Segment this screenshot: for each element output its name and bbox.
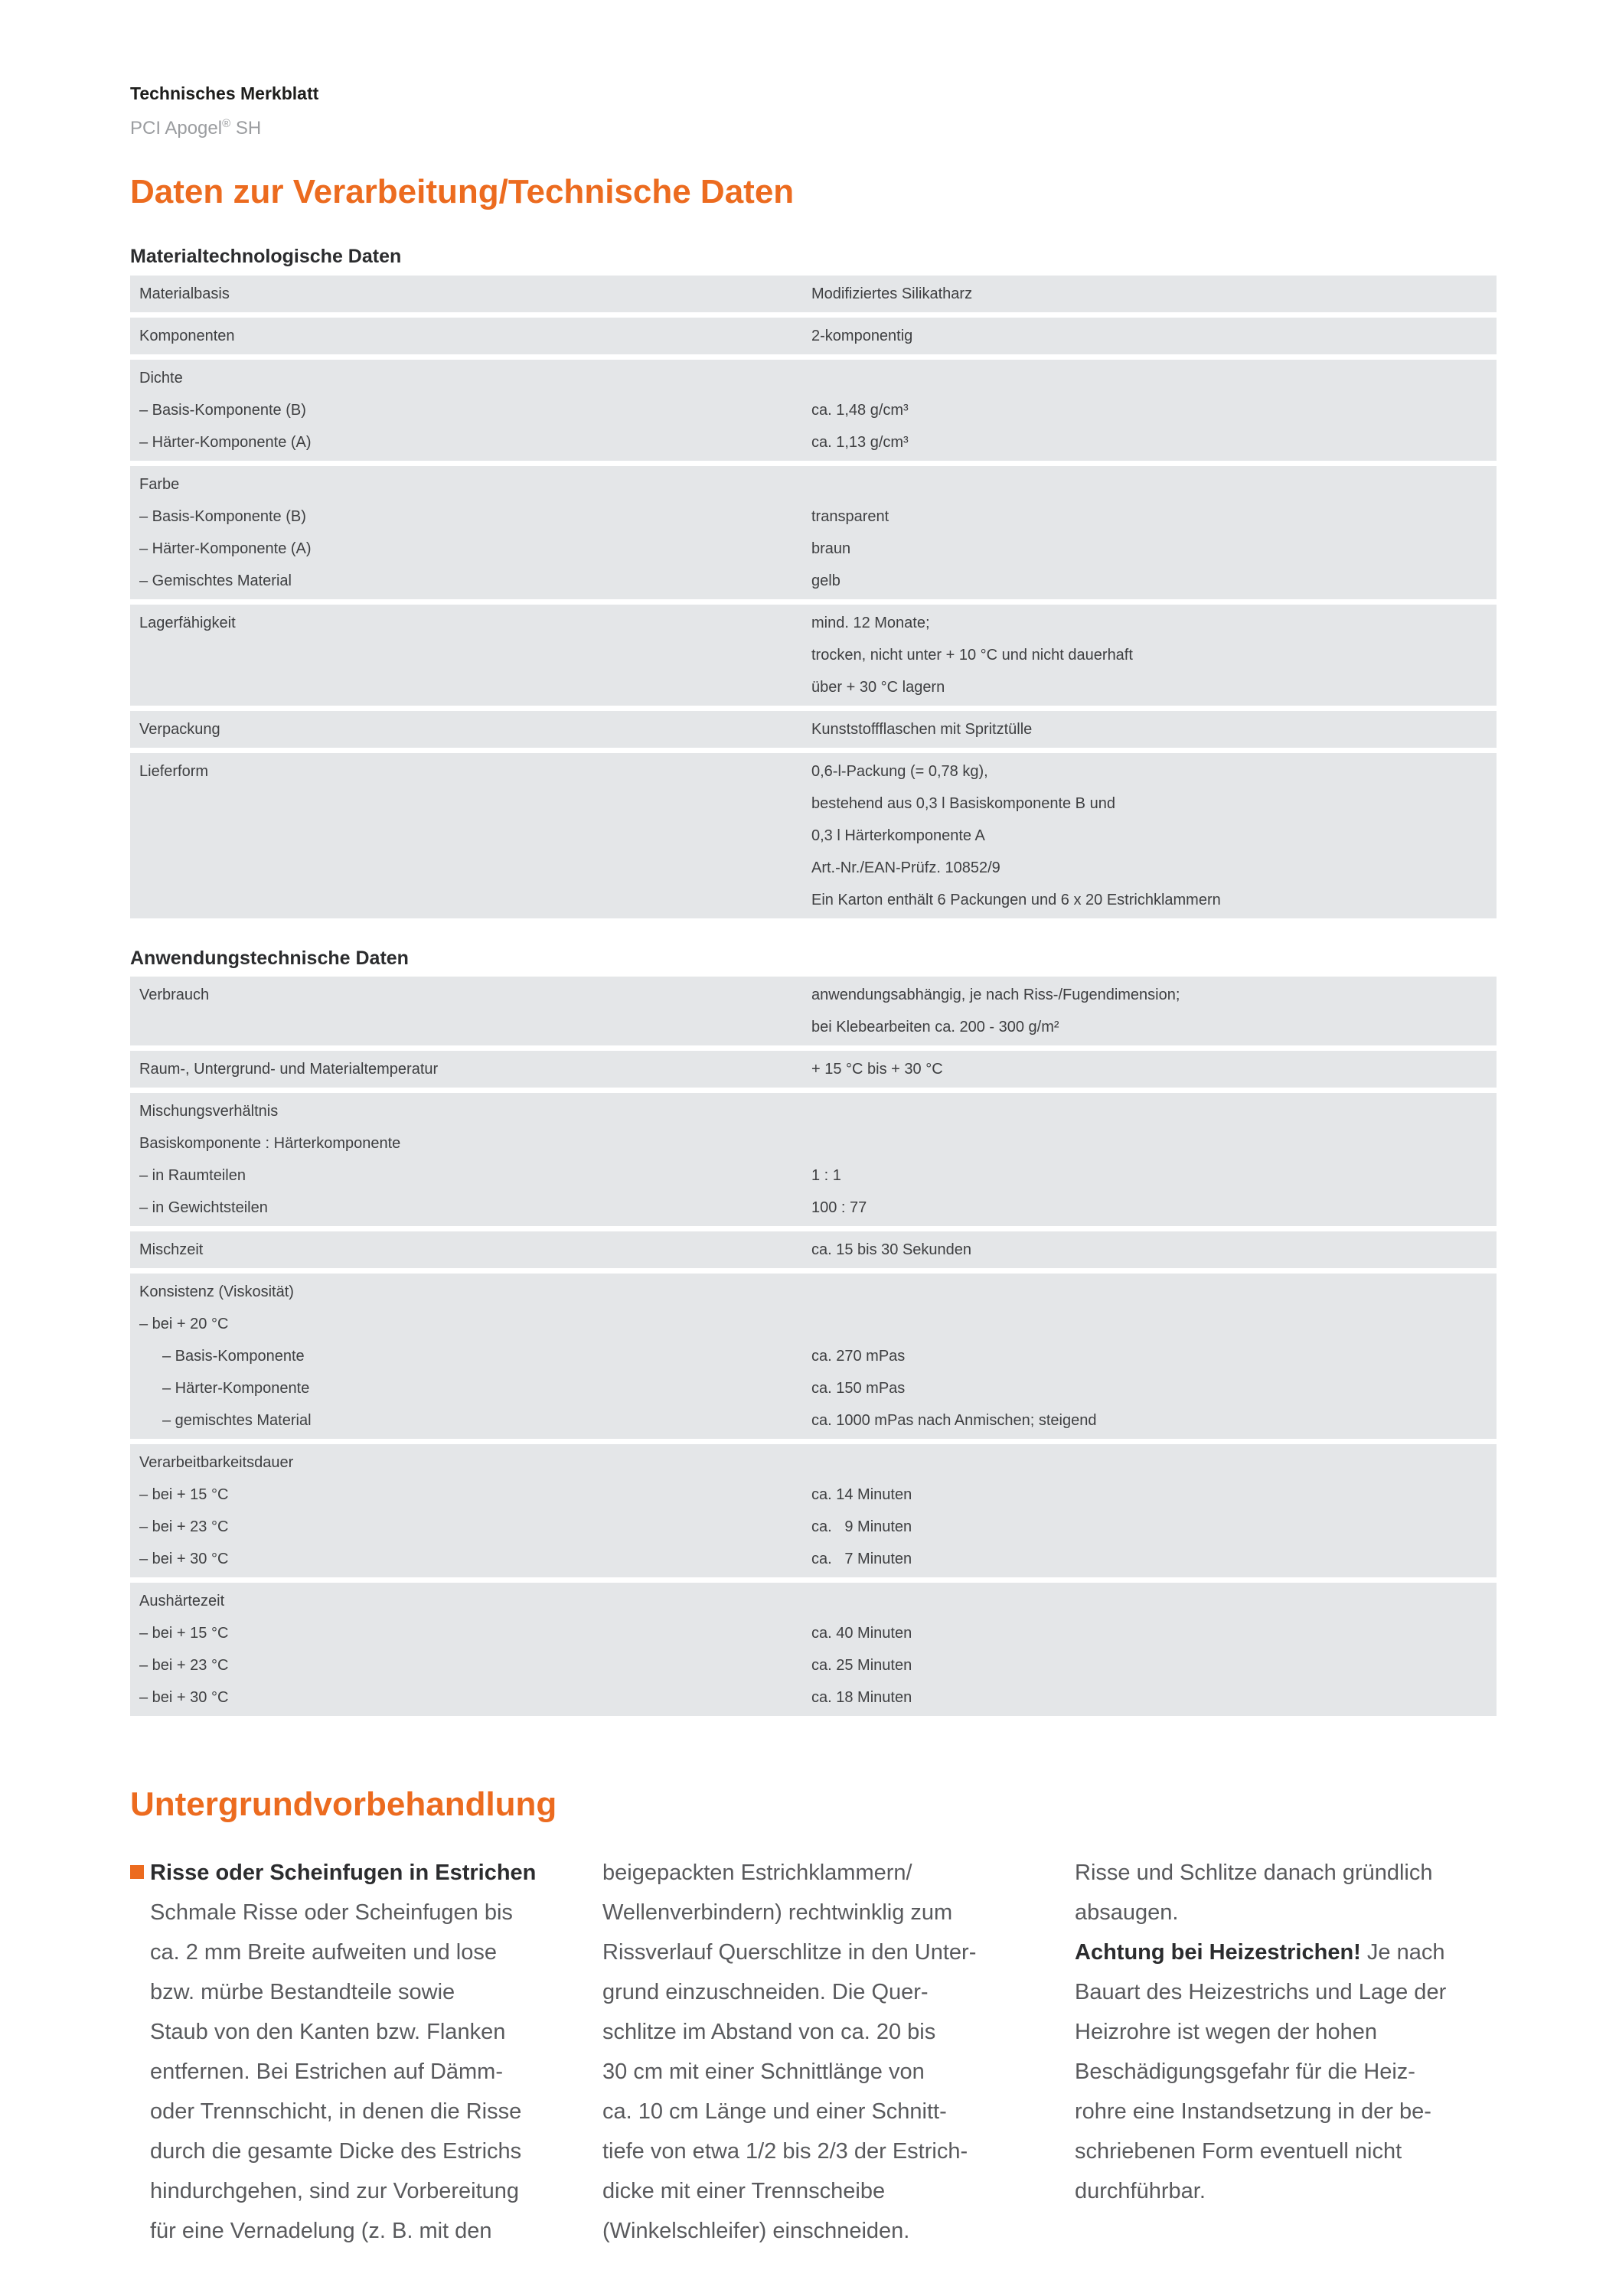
table-row [130,360,1497,461]
table-row [130,1051,1497,1088]
text-line [150,2171,552,2211]
row-label: Verpackung [139,720,220,738]
row-label: Materialbasis [139,285,230,302]
table-line [130,1011,1497,1043]
table-row [130,1093,1497,1226]
text-line [1075,1853,1497,1893]
table-row [130,977,1497,1045]
table-line [130,1159,1497,1192]
text-segment: rohre eine Instandsetzung in der be- [1075,2099,1431,2124]
row-label [130,852,811,884]
row-label: Basiskomponente : Härterkomponente [139,1135,401,1153]
row-value: 2-komponentig [811,327,913,344]
row-value: ca. 14 Minuten [811,1486,912,1504]
row-label: – bei + 30 °C [139,1551,229,1568]
text-segment: schlitze im Abstand von ca. 20 bis [602,2019,936,2044]
row-label: – Gemischtes Material [139,572,292,589]
row-value: 0,3 l Härterkomponente A [811,827,985,844]
row-value [811,1446,1497,1479]
row-label: Verarbeitbarkeitsdauer [139,1454,294,1472]
row-label: – in Gewichtsteilen [139,1199,268,1217]
text-segment: grund einzuschneiden. Die Quer- [602,1979,929,2004]
row-label: – Härter-Komponente (A) [139,540,312,557]
table-row [130,276,1497,312]
row-value: trocken, nicht unter + 10 °C und nicht dauerhaft [811,646,1133,664]
row-value: anwendungsabhängig, je nach Riss-/Fugendimension; [811,987,1180,1004]
text-segment: bzw. mürbe Bestandteile sowie [150,1979,455,2004]
text-segment: ca. 10 cm Länge und einer Schnitt- [602,2099,947,2124]
text-segment: Risse und Schlitze danach gründlich [1075,1860,1433,1885]
text-line [1075,2092,1497,2131]
table-line [130,1681,1497,1714]
bold-text-segment: Achtung bei Heizestrichen! [1075,1939,1361,1965]
row-value [811,362,1497,394]
text-line [1075,2012,1497,2052]
row-label [130,884,811,916]
row-label [130,671,811,703]
table-line [130,1308,1497,1340]
row-value [811,468,1497,501]
row-value: ca. 1000 mPas nach Anmischen; steigend [811,1412,1097,1430]
row-label: Farbe [139,475,180,493]
row-value [811,1095,1497,1127]
row-label: Verbrauch [139,987,210,1004]
text-segment: dicke mit einer Trennscheibe [602,2178,886,2203]
text-segment: beigepackten Estrichklammern/ [602,1860,912,1885]
table-line [130,320,1497,352]
text-line [1075,1893,1497,1932]
table-line [130,394,1497,426]
text-segment: Heizrohre ist wegen der hohen [1075,2019,1377,2044]
row-label: – bei + 23 °C [139,1657,229,1675]
row-value: ca. 40 Minuten [811,1625,912,1642]
row-label: Mischzeit [139,1241,204,1259]
text-segment: tiefe von etwa 1/2 bis 2/3 der Estrich- [602,2138,968,2164]
table-line [130,884,1497,916]
text-line [150,1972,552,2012]
table-line [130,1404,1497,1437]
row-label: – bei + 15 °C [139,1625,229,1642]
table-line [130,278,1497,310]
product-name-text: PCI Apogel [130,117,223,139]
pretreatment-columns [130,1853,1497,2251]
table-line [130,1543,1497,1575]
table-line [130,1372,1497,1404]
text-line [150,2052,552,2092]
table-line [130,1511,1497,1543]
text-segment: Staub von den Kanten bzw. Flanken [150,2019,506,2044]
table-line [130,713,1497,745]
table-row [130,466,1497,599]
text-segment: durchführbar. [1075,2178,1206,2203]
row-value: ca. 150 mPas [811,1380,906,1397]
row-value [811,1308,1497,1340]
row-value: Kunststoffflaschen mit Spritztülle [811,720,1033,738]
row-value: Ein Karton enthält 6 Packungen und 6 x 20 Estrichklammern [811,891,1221,908]
table-row [130,711,1497,748]
text-segment: oder Trennschicht, in denen die Risse [150,2099,522,2124]
row-label: – gemischtes Material [162,1412,312,1430]
row-value: bei Klebearbeiten ca. 200 - 300 g/m² [811,1019,1059,1036]
table-line [130,468,1497,501]
table-line [130,1585,1497,1617]
text-line [602,1972,1024,2012]
table-line [130,820,1497,852]
row-label: – in Raumteilen [139,1167,246,1185]
text-segment: Beschädigungsgefahr für die Heiz- [1075,2059,1415,2084]
material-data-table [130,276,1497,918]
row-value: ca. 15 bis 30 Sekunden [811,1241,972,1259]
table-row [130,753,1497,918]
text-segment: Bauart des Heizestrichs und Lage der [1075,1979,1447,2004]
row-value [811,1127,1497,1159]
row-value: ca. 18 Minuten [811,1689,912,1707]
table-line [130,788,1497,820]
text-line [602,2052,1024,2092]
table-line [130,1234,1497,1266]
row-label: – Basis-Komponente (B) [139,507,306,525]
table-line [130,1095,1497,1127]
table-line [130,1127,1497,1159]
row-value: + 15 °C bis + 30 °C [811,1061,943,1078]
table-line [130,852,1497,884]
table-heading-material: Materialtechnologische Daten [130,246,402,268]
text-line [150,1932,552,1972]
row-label: – Basis-Komponente (B) [139,401,306,419]
row-label: – bei + 20 °C [139,1316,229,1333]
bold-text-segment: Risse oder Scheinfugen in Estrichen [150,1860,537,1885]
table-line [130,426,1497,458]
table-line [130,639,1497,671]
row-label: – bei + 23 °C [139,1518,229,1536]
product-name [130,116,1497,140]
row-value [811,1585,1497,1617]
row-value: gelb [811,572,841,589]
text-segment: durch die gesamte Dicke des Estrichs [150,2138,522,2164]
row-label: Mischungsverhältnis [139,1103,279,1120]
text-line [1075,2131,1497,2171]
table-row [130,1231,1497,1268]
product-name-suffix: SH [230,117,262,139]
table-line [130,1276,1497,1308]
table-line [130,1340,1497,1372]
row-label: – bei + 15 °C [139,1486,229,1504]
row-value: über + 30 °C lagern [811,678,945,696]
document-type: Technisches Merkblatt [130,83,319,103]
table-row [130,1583,1497,1716]
table-line [130,607,1497,639]
text-line [1075,2052,1497,2092]
text-line [150,2012,552,2052]
text-column-2 [602,1853,1024,2251]
text-line [150,2211,552,2251]
bullet-square-icon [130,1865,144,1879]
row-value: ca. 9 Minuten [811,1518,912,1536]
row-label: Lagerfähigkeit [139,614,236,631]
text-line [150,2092,552,2131]
row-label [130,788,811,820]
table-line [130,1053,1497,1085]
text-segment: Je nach [1360,1939,1445,1965]
row-value: ca. 270 mPas [811,1348,906,1365]
table-line [130,533,1497,565]
row-label: Raum-, Untergrund- und Materialtemperatur [139,1061,439,1078]
row-label: Komponenten [139,327,235,344]
row-value: 0,6-l-Packung (= 0,78 kg), [811,762,988,780]
row-value: mind. 12 Monate; [811,614,930,631]
row-label: – Härter-Komponente (A) [139,433,312,451]
table-line [130,362,1497,394]
text-segment: Wellenverbindern) rechtwinklig zum [602,1900,953,1925]
text-line [602,2211,1024,2251]
text-segment: Rissverlauf Querschlitze in den Unter- [602,1939,977,1965]
table-row [130,1444,1497,1577]
table-line [130,979,1497,1011]
text-segment: 30 cm mit einer Schnittlänge von [602,2059,925,2084]
section-title-technical-data: Daten zur Verarbeitung/Technische Daten [130,173,795,211]
row-value: ca. 7 Minuten [811,1551,912,1568]
text-line [1075,2171,1497,2211]
table-line [130,1446,1497,1479]
text-segment: entfernen. Bei Estrichen auf Dämm- [150,2059,503,2084]
row-label: Konsistenz (Viskosität) [139,1283,294,1301]
row-label: – Härter-Komponente [162,1380,310,1397]
text-column-3 [1075,1853,1497,2251]
row-label [130,1011,811,1043]
row-value: ca. 25 Minuten [811,1657,912,1675]
row-value: Modifiziertes Silikatharz [811,285,973,302]
row-label: Aushärtezeit [139,1593,225,1610]
section-title-pretreatment: Untergrundvorbehandlung [130,1786,557,1824]
text-segment: Schmale Risse oder Scheinfugen bis [150,1900,513,1925]
text-segment: schriebenen Form eventuell nicht [1075,2138,1402,2164]
table-line [130,1479,1497,1511]
registered-trademark-symbol: ® [222,116,231,130]
table-line [130,1192,1497,1224]
table-line [130,1649,1497,1681]
row-value: ca. 1,48 g/cm³ [811,401,909,419]
text-line [602,1932,1024,1972]
text-line [1075,1972,1497,2012]
table-line [130,501,1497,533]
row-value: ca. 1,13 g/cm³ [811,433,909,451]
text-segment: hindurchgehen, sind zur Vorbereitung [150,2178,520,2203]
row-label: Dichte [139,369,183,386]
table-row [130,318,1497,354]
row-value: Art.-Nr./EAN-Prüfz. 10852/9 [811,859,1000,876]
text-line [150,1853,552,1893]
row-value: bestehend aus 0,3 l Basiskomponente B und [811,794,1115,812]
table-row [130,1274,1497,1439]
row-label: Lieferform [139,762,209,780]
text-line [602,1853,1024,1893]
row-label [130,820,811,852]
row-value: 1 : 1 [811,1167,841,1185]
text-line [602,2092,1024,2131]
text-line [150,1893,552,1932]
table-heading-application: Anwendungstechnische Daten [130,947,409,969]
text-line [150,2131,552,2171]
text-line [602,1893,1024,1932]
row-value: 100 : 77 [811,1199,867,1217]
text-segment: absaugen. [1075,1900,1179,1925]
table-line [130,1617,1497,1649]
row-value: braun [811,540,851,557]
row-label: – Basis-Komponente [162,1348,305,1365]
table-line [130,671,1497,703]
text-segment: (Winkelschleifer) einschneiden. [602,2218,910,2243]
text-line [602,2012,1024,2052]
row-label [130,639,811,671]
text-column-1 [130,1853,552,2251]
text-line [602,2131,1024,2171]
table-line [130,755,1497,788]
text-line [1075,1932,1497,1972]
table-line [130,565,1497,597]
row-value [811,1276,1497,1308]
application-data-table [130,977,1497,1716]
text-line [602,2171,1024,2211]
table-row [130,605,1497,706]
text-segment: für eine Vernadelung (z. B. mit den [150,2218,492,2243]
text-segment: ca. 2 mm Breite aufweiten und lose [150,1939,497,1965]
row-label: – bei + 30 °C [139,1689,229,1707]
row-value: transparent [811,507,889,525]
